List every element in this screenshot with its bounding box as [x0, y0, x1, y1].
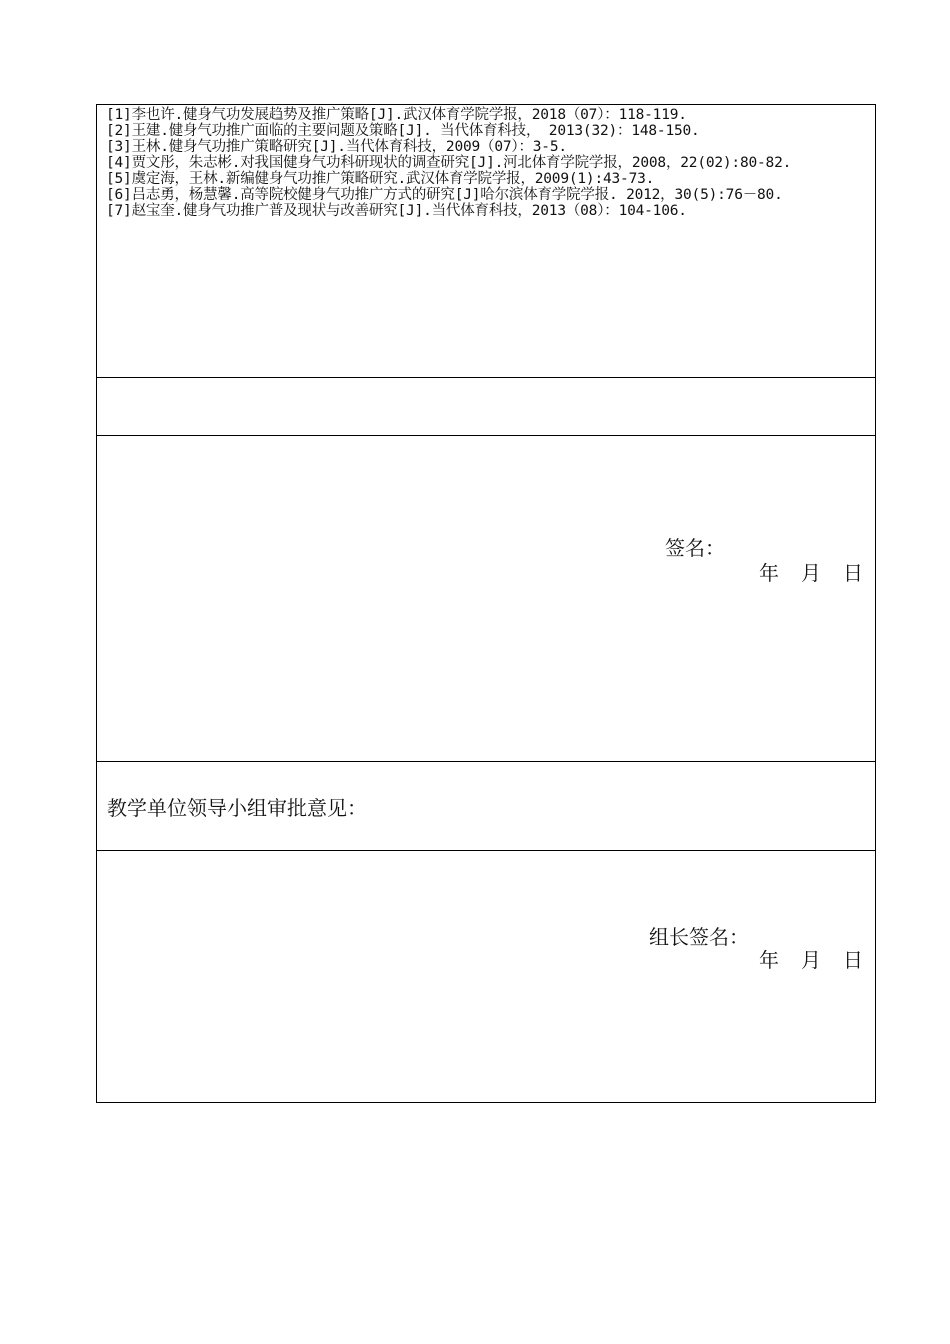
date-day-label: 日	[843, 561, 863, 585]
references-cell	[97, 105, 875, 378]
date-year-label: 年	[759, 948, 779, 972]
signature-label: 签名：	[665, 536, 725, 560]
reference-item: [2]王建.健身气功推广面临的主要问题及策略[J]. 当代体育科技， 2013(32)：148-150.	[106, 123, 700, 139]
blank-cell	[97, 378, 875, 436]
reference-item: [4]贾文彤，朱志彬.对我国健身气功科研现状的调查研究[J].河北体育学院学报，2008，22(02):80-82.	[106, 155, 792, 171]
leader-signature-date-line	[759, 948, 863, 972]
reference-item: [7]赵宝奎.健身气功推广普及现状与改善研究[J].当代体育科技，2013（08）：104-106.	[106, 203, 687, 219]
reference-item: [3]王林.健身气功推广策略研究[J].当代体育科技，2009（07）：3-5.	[106, 139, 567, 155]
reference-item: [1]李也许.健身气功发展趋势及推广策略[J].武汉体育学院学报，2018（07）：118-119.	[106, 107, 687, 123]
leader-signature-label: 组长签名：	[649, 925, 749, 949]
date-day-label: 日	[843, 948, 863, 972]
date-year-label: 年	[759, 561, 779, 585]
reference-item: [6]吕志勇，杨慧馨.高等院校健身气功推广方式的研究[J]哈尔滨体育学院学报. 2012，30(5):76－80.	[106, 187, 783, 203]
review-form-table	[96, 104, 876, 1103]
leader-signature-cell	[97, 851, 875, 1102]
reference-item: [5]虞定海，王林.新编健身气功推广策略研究.武汉体育学院学报，2009(1):43-73.	[106, 171, 655, 187]
signature-date-line	[759, 561, 863, 585]
approval-cell	[97, 762, 875, 851]
advisor-signature-cell	[97, 436, 875, 762]
approval-label: 教学单位领导小组审批意见：	[107, 796, 367, 820]
date-month-label: 月	[801, 948, 821, 972]
reference-list	[97, 105, 875, 219]
date-month-label: 月	[801, 561, 821, 585]
